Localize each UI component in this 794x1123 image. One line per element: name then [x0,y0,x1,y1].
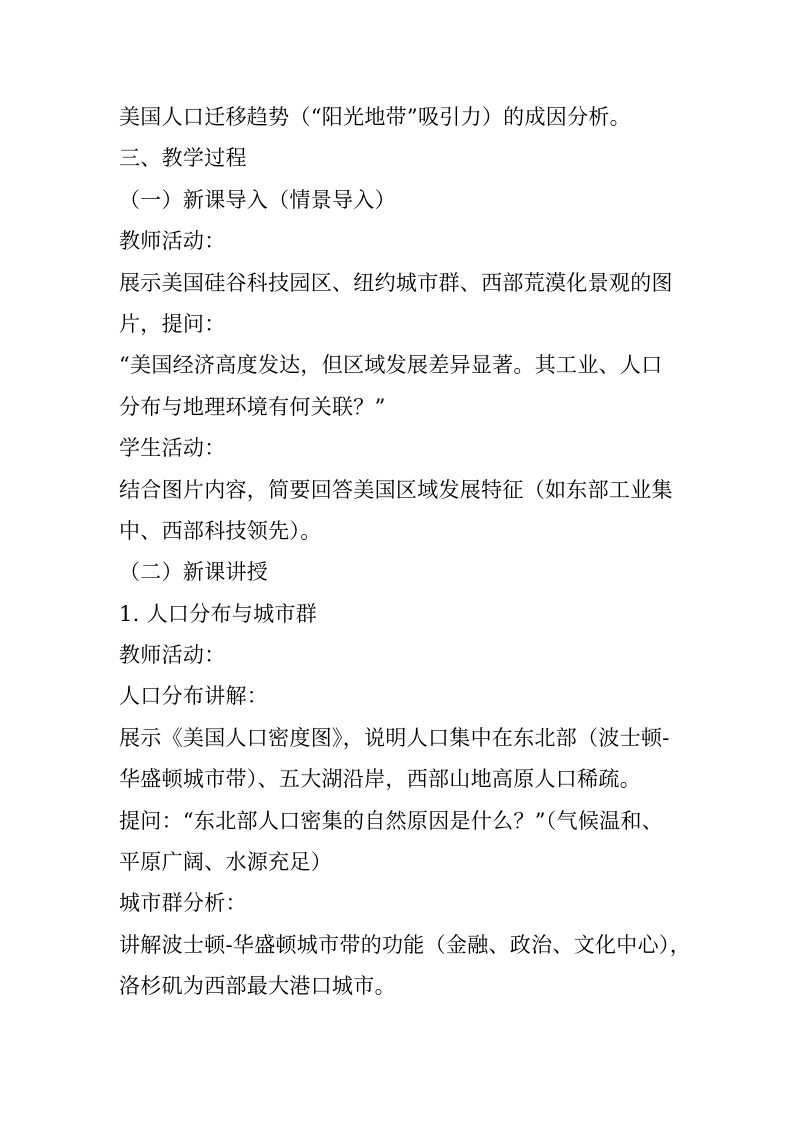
document-body [119,97,699,1008]
section-heading-teaching-process: 三、教学过程 [119,146,247,171]
text-line: 展示美国硅谷科技园区、纽约城市群、西部荒漠化景观的图 [119,270,673,295]
text-line: 讲解波士顿-华盛顿城市带的功能（金融、政治、文化中心）， [119,932,691,957]
label-teacher-activity: 教师活动： [119,643,226,668]
subsection-heading-introduction: （一）新课导入（情景导入） [119,187,396,212]
label-population-explanation: 人口分布讲解： [119,684,269,709]
text-line-answer: 平原广阔、水源充足） [119,850,332,875]
text-line: 展示《美国人口密度图》，说明人口集中在东北部（波士顿- [119,725,670,750]
item-heading-population-cities: 1. 人口分布与城市群 [119,601,318,626]
label-teacher-activity: 教师活动： [119,229,226,254]
text-line: 洛杉矶为西部最大港口城市。 [119,974,396,999]
label-student-activity: 学生活动： [119,436,226,461]
text-line-question: “美国经济高度发达，但区域发展差异显著。其工业、人口 [119,353,663,378]
text-line: 中、西部科技领先）。 [119,518,322,543]
text-line: 华盛顿城市带）、五大湖沿岸，西部山地高原人口稀疏。 [119,767,641,792]
label-city-cluster-analysis: 城市群分析： [119,891,247,916]
text-line: 结合图片内容，简要回答美国区域发展特征（如东部工业集 [119,477,673,502]
subsection-heading-new-lesson: （二）新课讲授 [119,560,269,585]
text-line-question: 分布与地理环境有何关联？” [119,394,386,419]
text-line-question: 提问：“东北部人口密集的自然原因是什么？”（气候温和、 [119,808,664,833]
text-line: 片，提问： [119,311,226,336]
text-line-analysis-topic: 美国人口迁移趋势（“阳光地带”吸引力）的成因分析。 [119,105,631,129]
